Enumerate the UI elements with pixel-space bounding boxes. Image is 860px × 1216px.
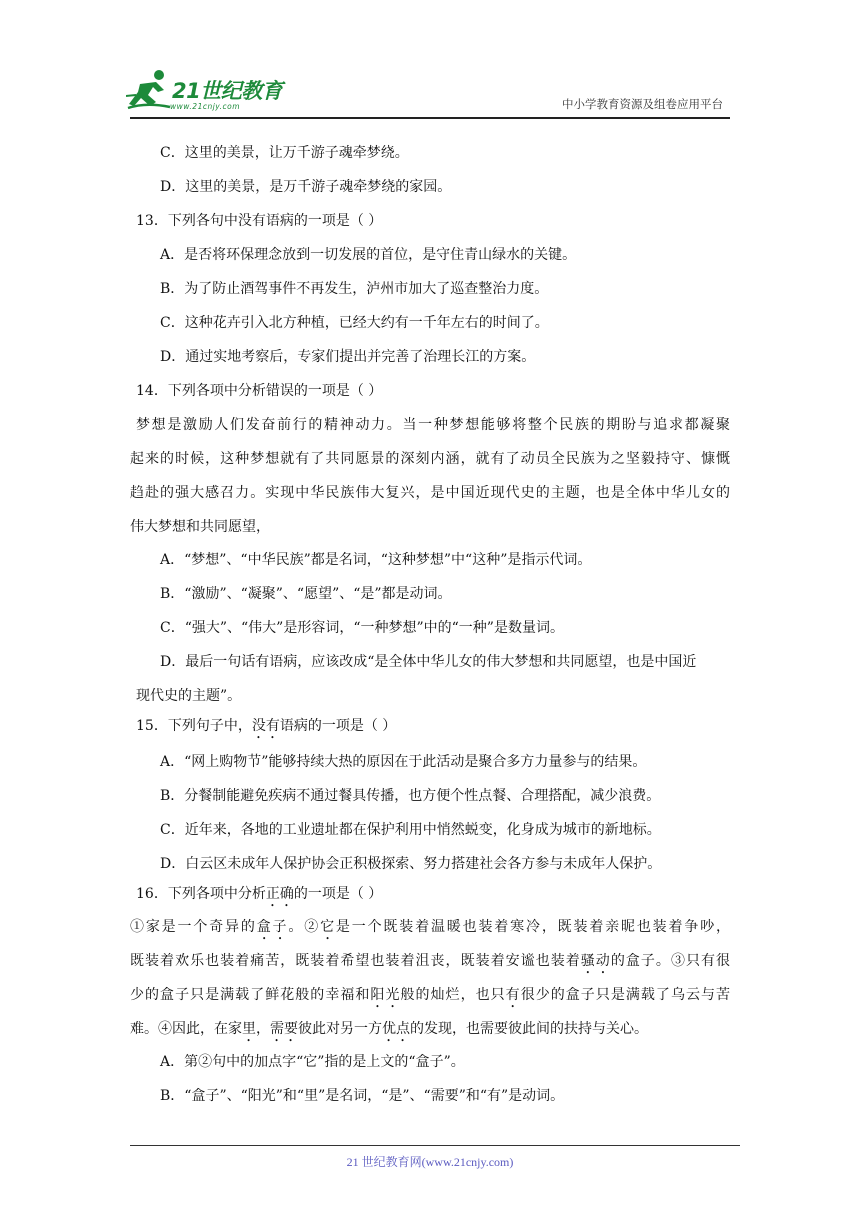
q16-option-b: B．“盒子”、“阳光”和“里”是名词，“是”、“需要”和“有”是动词。 <box>160 1088 565 1104</box>
q12-option-c: C．这里的美景，让万千游子魂牵梦绕。 <box>160 145 409 161</box>
text: 般的灿烂，也只 <box>400 987 506 1003</box>
q13-option-b: B．为了防止酒驾事件不再发生，泸州市加大了巡查整治力度。 <box>160 281 549 297</box>
text: 既装着欢乐也装着痛苦，既装着希望也装着沮丧，既装着安谧也装着 <box>130 953 581 969</box>
q14-option-d: D．最后一句话有语病，应该改成“是全体中华儿女的伟大梦想和共同愿望，也是中国近 <box>160 654 697 670</box>
q14-option-a: A．“梦想”、“中华民族”都是名词，“这种梦想”中“这种”是指示代词。 <box>160 552 592 568</box>
q14-passage-line: 梦想是激励人们发奋前行的精神动力。当一种梦想能够将整个民族的期盼与追求都凝聚 <box>136 417 730 433</box>
q12-option-d: D．这里的美景，是万千游子魂牵梦绕的家园。 <box>160 179 452 195</box>
site-logo <box>126 68 296 118</box>
q14-stem: 14．下列各项中分析错误的一项是（ ） <box>136 383 383 399</box>
text: 的发现，也需要彼此间的扶持与关心。 <box>410 1021 648 1037</box>
logo-text: 21世纪教育 <box>172 79 283 103</box>
logo-url: www.21cnjy.com <box>170 102 241 111</box>
q15-stem <box>136 716 396 742</box>
dotted-text: 阳光 <box>370 987 401 1003</box>
passage-text: 赴的强大感召力。实现中华民族伟大复兴，是中国近现代史的主题，也是全体中华儿女的 <box>145 485 731 501</box>
q15-option-a: A．“网上购物节”能够持续大热的原因在于此活动是聚合多方力量参与的结果。 <box>160 754 647 770</box>
q16-option-a: A．第②句中的加点字“它”指的是上文的“盒子”。 <box>160 1054 465 1070</box>
q15-option-b: B．分餐制能避免疾病不通过餐具传播，也方便个性点餐、合理搭配，减少浪费。 <box>160 788 661 804</box>
q13-option-d: D．通过实地考察后，专家们提出并完善了治理长江的方案。 <box>160 349 536 365</box>
q15-option-d: D．白云区未成年人保护协会正积极探索、努力搭建社会各方参与未成年人保护。 <box>160 856 662 872</box>
q14-passage-line: 伟大梦想和共同愿望， <box>130 519 270 535</box>
text: ， <box>256 1021 270 1037</box>
runner-logo-icon <box>126 68 174 112</box>
q14-passage-line <box>130 476 730 510</box>
footer-link[interactable]: 21 世纪教育网(www.21cnjy.com) <box>346 1155 514 1169</box>
dotted-text: 优点 <box>382 1021 410 1037</box>
q14-option-b: B．“激励”、“凝聚”、“愿望”、“是”都是动词。 <box>160 586 452 602</box>
q14-option-c: C．“强大”、“伟大”是形容词，“一种梦想”中的“一种”是数量词。 <box>160 620 564 636</box>
q13-stem: 13．下列各句中没有语病的一项是（ ） <box>136 213 383 229</box>
q14-option-d-continued: 现代史的主题”。 <box>136 688 242 704</box>
dotted-text: 需要 <box>270 1021 298 1037</box>
text: 的盒子。③只有很 <box>610 953 731 969</box>
dotted-text: 有 <box>505 987 521 1003</box>
q16-stem-text: 的一项是（ ） <box>293 886 383 902</box>
q16-passage-line <box>130 978 730 1012</box>
text: 彼此对另一方 <box>298 1021 382 1037</box>
platform-title: 中小学教育资源及组卷应用平台 <box>562 97 723 111</box>
text: ①家是一个奇异的 <box>130 919 257 935</box>
passage-prefix: 趋 <box>130 485 146 501</box>
text: 难。④因此，在家 <box>130 1021 242 1037</box>
text: 是一个既装着温暖也装着寒冷，既装着亲昵也装着争吵， <box>335 919 731 935</box>
q15-stem-text: 15．下列句子中， <box>136 718 252 734</box>
text: 少的盒子只是满载了鲜花般的幸福和 <box>130 987 371 1003</box>
dotted-text: 它 <box>320 919 336 935</box>
q16-stem-emphasis: 正确 <box>265 886 294 902</box>
text: 。② <box>288 919 321 935</box>
q14-passage-line: 起来的时候，这种梦想就有了共同愿景的深刻内涵，就有了动员全民族为之坚毅持守、慷慨 <box>130 451 730 467</box>
q16-passage-line <box>130 944 730 978</box>
text: 很少的盒子只是满载了乌云与苦 <box>520 987 731 1003</box>
dotted-text: 盒子 <box>256 919 289 935</box>
q16-passage-line <box>130 910 730 944</box>
footer-divider <box>130 1145 740 1146</box>
dotted-text: 里 <box>242 1021 256 1037</box>
q15-stem-emphasis: 没有 <box>251 718 280 734</box>
q15-stem-text: 语病的一项是（ ） <box>279 718 397 734</box>
q13-option-c: C．这种花卉引入北方种植，已经大约有一千年左右的时间了。 <box>160 315 549 331</box>
dotted-text: 骚动 <box>580 953 611 969</box>
q15-option-c: C．近年来，各地的工业遗址都在保护利用中悄然蜕变，化身成为城市的新地标。 <box>160 822 661 838</box>
q13-option-a: A．是否将环保理念放到一切发展的首位，是守住青山绿水的关键。 <box>160 247 577 263</box>
header-divider <box>130 117 730 119</box>
q16-stem <box>136 884 382 910</box>
page-header <box>0 0 860 120</box>
q16-stem-text: 16．下列各项中分析 <box>136 886 266 902</box>
q16-passage-line <box>130 1012 730 1046</box>
